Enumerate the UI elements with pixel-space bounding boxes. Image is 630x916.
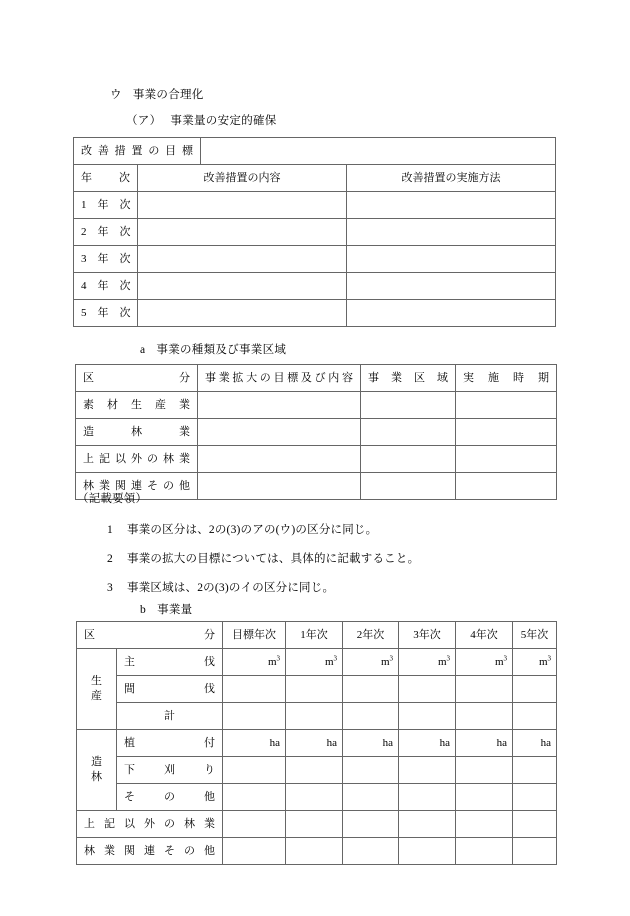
- cell-header-content: [138, 165, 347, 192]
- cell-sub-category: [117, 649, 223, 676]
- sub-category-label: その他: [124, 790, 215, 803]
- cell-value[interactable]: [223, 838, 286, 865]
- table-business-volume: [76, 621, 557, 865]
- cell-header-method: [347, 165, 556, 192]
- cell-value[interactable]: [343, 676, 399, 703]
- header-year5: 5年次: [520, 628, 549, 641]
- cell-value[interactable]: [286, 703, 343, 730]
- table-row: [77, 703, 557, 730]
- cell-value[interactable]: [223, 676, 286, 703]
- note-text: 事業の拡大の目標については、具体的に記載すること。: [127, 553, 420, 565]
- cell-method[interactable]: [347, 273, 556, 300]
- unit-ha: ha: [439, 736, 450, 749]
- cell-header-target: [198, 365, 361, 392]
- cell-sub-category: [117, 784, 223, 811]
- cell-goal-label: [74, 138, 201, 165]
- cell-content[interactable]: [138, 300, 347, 327]
- cell-period[interactable]: [456, 392, 557, 419]
- table-row: [77, 784, 557, 811]
- heading-u-marker: ウ: [110, 89, 122, 101]
- cell-category-forestry-related: [77, 838, 223, 865]
- table-header-row: [76, 365, 557, 392]
- header-area: 事業区域: [368, 371, 448, 384]
- table-row: [77, 649, 557, 676]
- cell-category: [76, 446, 198, 473]
- cell-sub-category: [117, 703, 223, 730]
- cell-value[interactable]: [399, 838, 456, 865]
- heading-sub-b-text: 事業量: [157, 604, 193, 616]
- category-label: 造林業: [83, 425, 190, 438]
- header-category: 区 分: [84, 628, 215, 641]
- cell-value[interactable]: [513, 784, 557, 811]
- cell-value[interactable]: [456, 757, 513, 784]
- table-row: [77, 838, 557, 865]
- cell-sub-category: [117, 676, 223, 703]
- cell-value[interactable]: [343, 757, 399, 784]
- table-row: [76, 473, 557, 500]
- cell-value[interactable]: [223, 784, 286, 811]
- cell-content[interactable]: [138, 219, 347, 246]
- cell-year: [74, 219, 138, 246]
- cell-header-period: [456, 365, 557, 392]
- cell-value[interactable]: [286, 649, 343, 676]
- cell-value[interactable]: [399, 784, 456, 811]
- cell-value[interactable]: [456, 649, 513, 676]
- cell-value[interactable]: [513, 676, 557, 703]
- cell-value[interactable]: [456, 784, 513, 811]
- header-target-year: 目標年次: [232, 628, 276, 641]
- unit-m3: $m^3$: [380, 654, 393, 668]
- header-year1: 1年次: [300, 628, 328, 641]
- cell-value[interactable]: [223, 730, 286, 757]
- goal-label: 改善措置の目標: [81, 144, 193, 157]
- heading-a-marker: （ア）: [126, 115, 162, 127]
- heading-a-text: 事業量の安定的確保: [170, 115, 277, 127]
- table-row: [74, 192, 556, 219]
- cell-value[interactable]: [456, 730, 513, 757]
- note-number: 2: [107, 553, 113, 565]
- cell-value[interactable]: [343, 649, 399, 676]
- cell-header-year1: [286, 622, 343, 649]
- sub-category-label: 間伐: [124, 682, 215, 695]
- header-year2: 2年次: [356, 628, 385, 641]
- cell-value[interactable]: [223, 757, 286, 784]
- cell-value[interactable]: [286, 784, 343, 811]
- header-method: 改善措置の実施方法: [401, 171, 501, 184]
- cell-content[interactable]: [138, 192, 347, 219]
- table-row: [77, 730, 557, 757]
- table-row: [74, 219, 556, 246]
- cell-value[interactable]: [513, 838, 557, 865]
- cell-header-year3: [399, 622, 456, 649]
- table-row: [76, 392, 557, 419]
- cell-content[interactable]: [138, 273, 347, 300]
- unit-m3: $m^3$: [324, 654, 337, 668]
- cell-value[interactable]: [223, 811, 286, 838]
- cell-value[interactable]: [399, 649, 456, 676]
- table-row: [77, 811, 557, 838]
- unit-m3: $m^3$: [437, 654, 450, 668]
- unit-ha: ha: [269, 736, 280, 749]
- table-row: [77, 757, 557, 784]
- cell-area[interactable]: [361, 392, 456, 419]
- cell-value[interactable]: [343, 730, 399, 757]
- year-label: 3 年 次: [81, 252, 131, 265]
- category-label: 林業関連その他: [83, 479, 190, 492]
- cell-goal-value[interactable]: [201, 138, 556, 165]
- group-label-char: 生: [91, 675, 102, 688]
- year-label: 2 年 次: [81, 225, 131, 238]
- heading-sub-a-marker: a: [140, 344, 146, 356]
- header-year4: 4年次: [470, 628, 498, 641]
- cell-sub-category: [117, 730, 223, 757]
- cell-header-year4: [456, 622, 513, 649]
- table-business-type-area: [75, 364, 557, 500]
- cell-year: [74, 300, 138, 327]
- sub-category-label: 主伐: [124, 655, 215, 668]
- cell-category: [76, 419, 198, 446]
- group-label-afforestation: [77, 730, 116, 810]
- notes-title-text: （記載要領）: [77, 493, 148, 505]
- header-year3: 3年次: [413, 628, 441, 641]
- heading-u: [110, 89, 204, 103]
- cell-group-afforestation: [77, 730, 117, 811]
- cell-header-category: [77, 622, 223, 649]
- cell-area[interactable]: [361, 419, 456, 446]
- cell-value[interactable]: [399, 757, 456, 784]
- sub-category-label: 計: [164, 709, 175, 722]
- cell-value[interactable]: [399, 811, 456, 838]
- cell-method[interactable]: [347, 246, 556, 273]
- heading-sub-b-marker: b: [140, 604, 147, 616]
- cell-value[interactable]: [513, 757, 557, 784]
- cell-header-year: [74, 165, 138, 192]
- year-label: 1 年 次: [81, 198, 131, 211]
- cell-value[interactable]: [456, 703, 513, 730]
- note-item: [107, 553, 419, 567]
- cell-target[interactable]: [198, 392, 361, 419]
- cell-year: [74, 192, 138, 219]
- note-text: 事業の区分は、2の(3)のアの(ウ)の区分に同じ。: [127, 524, 378, 536]
- group-label-char: 林: [91, 771, 102, 783]
- group-label-production: [77, 649, 116, 729]
- header-content: 改善措置の内容: [203, 171, 281, 184]
- group-label-char: 産: [91, 690, 102, 702]
- cell-header-category: [76, 365, 198, 392]
- cell-value[interactable]: [286, 811, 343, 838]
- table-row: [77, 676, 557, 703]
- cell-value[interactable]: [399, 730, 456, 757]
- table-row: [76, 446, 557, 473]
- cell-method[interactable]: [347, 219, 556, 246]
- header-target: 事業拡大の目標及び内容: [205, 371, 353, 384]
- heading-u-text: 事業の合理化: [132, 89, 204, 101]
- cell-period[interactable]: [456, 446, 557, 473]
- table-row: [76, 419, 557, 446]
- cell-value[interactable]: [286, 676, 343, 703]
- notes-title: [77, 493, 147, 507]
- sub-category-label: 植付: [124, 736, 215, 749]
- cell-value[interactable]: [286, 838, 343, 865]
- cell-sub-category: [117, 757, 223, 784]
- cell-method[interactable]: [347, 192, 556, 219]
- cell-value[interactable]: [223, 649, 286, 676]
- table-header-row: [77, 622, 557, 649]
- group-label-char: 造: [91, 756, 102, 769]
- unit-ha: ha: [326, 736, 337, 749]
- cell-content[interactable]: [138, 246, 347, 273]
- unit-ha: ha: [382, 736, 393, 749]
- cell-value[interactable]: [513, 811, 557, 838]
- cell-value[interactable]: [513, 703, 557, 730]
- cell-value[interactable]: [286, 757, 343, 784]
- unit-m3: $m^3$: [267, 654, 280, 668]
- note-item: [107, 582, 334, 596]
- cell-target[interactable]: [198, 446, 361, 473]
- cell-value[interactable]: [456, 676, 513, 703]
- unit-ha: ha: [496, 736, 507, 749]
- cell-year: [74, 273, 138, 300]
- cell-value[interactable]: [343, 784, 399, 811]
- note-text: 事業区域は、2の(3)のイの区分に同じ。: [127, 582, 335, 594]
- cell-value[interactable]: [343, 703, 399, 730]
- cell-value[interactable]: [456, 838, 513, 865]
- cell-value[interactable]: [456, 811, 513, 838]
- cell-year: [74, 246, 138, 273]
- cell-value[interactable]: [223, 703, 286, 730]
- heading-a: [126, 115, 277, 129]
- year-label: 5 年 次: [81, 306, 131, 319]
- note-item: [107, 524, 377, 538]
- note-number: 1: [107, 524, 113, 536]
- cell-target[interactable]: [198, 419, 361, 446]
- table-row: [74, 246, 556, 273]
- heading-sub-a-text: 事業の種類及び事業区域: [156, 344, 287, 356]
- cell-value[interactable]: [399, 676, 456, 703]
- cell-period[interactable]: [456, 473, 557, 500]
- category-label: 上記以外の林業: [83, 452, 190, 465]
- cell-group-production: [77, 649, 117, 730]
- cell-area[interactable]: [361, 473, 456, 500]
- category-label: 林業関連その他: [84, 844, 215, 857]
- cell-header-area: [361, 365, 456, 392]
- table-improvement-measures: [73, 137, 556, 327]
- cell-value[interactable]: [513, 649, 557, 676]
- cell-value[interactable]: [286, 730, 343, 757]
- cell-value[interactable]: [399, 703, 456, 730]
- cell-header-year5: [513, 622, 557, 649]
- cell-area[interactable]: [361, 446, 456, 473]
- category-label: 上記以外の林業: [84, 817, 215, 830]
- header-category: 区 分: [83, 371, 190, 384]
- table-header-row: [74, 165, 556, 192]
- unit-m3: $m^3$: [494, 654, 507, 668]
- cell-value[interactable]: [343, 838, 399, 865]
- table-row: [74, 273, 556, 300]
- cell-value[interactable]: [343, 811, 399, 838]
- unit-ha: ha: [540, 736, 551, 749]
- cell-target[interactable]: [198, 473, 361, 500]
- note-number: 3: [107, 582, 113, 594]
- heading-sub-b: [140, 604, 192, 618]
- cell-category: [76, 392, 198, 419]
- table-row-goal: [74, 138, 556, 165]
- header-period: 実施時期: [463, 371, 549, 384]
- cell-period[interactable]: [456, 419, 557, 446]
- cell-header-target-year: [223, 622, 286, 649]
- sub-category-label: 下刈り: [124, 763, 215, 776]
- category-label: 素材生産業: [83, 398, 190, 411]
- header-year: 年 次: [81, 171, 130, 184]
- heading-sub-a: [140, 344, 286, 358]
- cell-category-other-forestry: [77, 811, 223, 838]
- cell-value[interactable]: [513, 730, 557, 757]
- cell-header-year2: [343, 622, 399, 649]
- year-label: 4 年 次: [81, 279, 131, 292]
- unit-m3: $m^3$: [538, 654, 551, 668]
- cell-method[interactable]: [347, 300, 556, 327]
- table-row: [74, 300, 556, 327]
